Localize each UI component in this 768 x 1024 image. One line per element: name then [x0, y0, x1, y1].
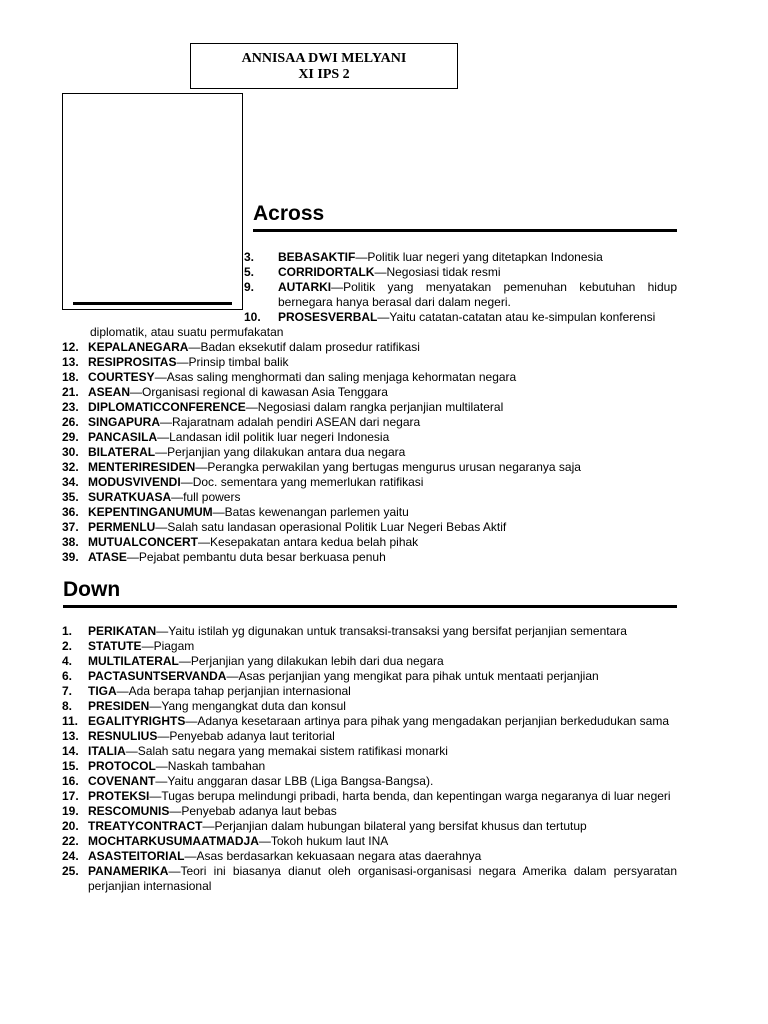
clue-description: —Batas kewenangan parlemen yaitu: [212, 505, 409, 519]
clue-body: [62, 774, 677, 789]
clue-body: [62, 400, 677, 415]
clue-answer: RESCOMUNIS: [88, 804, 170, 818]
clue-number: 37.: [62, 520, 79, 534]
clue-answer: ASEAN: [88, 385, 131, 399]
down-clue-item: [62, 639, 677, 654]
student-class: XI IPS 2: [298, 67, 350, 82]
clue-description: —Salah satu negara yang memakai sistem ratifikasi monarki: [125, 744, 448, 758]
clue-description: —Landasan idil politik luar negeri Indonesia: [157, 430, 390, 444]
clue-description: —Ada berapa tahap perjanjian internasional: [116, 684, 351, 698]
blank-image-box: [62, 93, 243, 310]
clue-body: [62, 864, 677, 894]
clue-body: [62, 684, 677, 699]
clue-number: 11.: [62, 714, 79, 728]
clue-body: [62, 699, 677, 714]
clue-body: [62, 834, 677, 849]
clue-description: —Yang mengangkat duta dan konsul: [149, 699, 346, 713]
down-clue-item: [62, 789, 677, 804]
clue-description: —Penyebab adanya laut teritorial: [157, 729, 335, 743]
clue-body: [62, 460, 677, 475]
clue-body: [62, 759, 677, 774]
clue-description: —Prinsip timbal balik: [176, 355, 289, 369]
across-clue-item: [62, 310, 677, 340]
clue-body: [62, 804, 677, 819]
clue-answer: MOCHTARKUSUMAATMADJA: [88, 834, 259, 848]
clue-number: 17.: [62, 789, 79, 803]
clue-answer: TREATYCONTRACT: [88, 819, 203, 833]
down-clue-item: [62, 774, 677, 789]
down-clue-item: [62, 669, 677, 684]
clue-description: —Perjanjian yang dilakukan lebih dari dua negara: [178, 654, 444, 668]
clue-number: 4.: [62, 654, 73, 668]
clue-description: —Pejabat pembantu duta besar berkuasa penuh: [126, 550, 386, 564]
across-divider: [253, 229, 677, 232]
clue-body: [62, 355, 677, 370]
clue-body: [62, 505, 677, 520]
clue-body: [62, 520, 677, 535]
clue-body: [62, 789, 677, 804]
clue-body: [62, 340, 677, 355]
clue-description: —Perjanjian dalam hubungan bilateral yang bersifat khusus dan tertutup: [202, 819, 587, 833]
clue-description: —Politik luar negeri yang ditetapkan Indonesia: [355, 250, 603, 264]
clue-answer: SINGAPURA: [88, 415, 161, 429]
clue-body: [62, 445, 677, 460]
across-clue-item: [62, 355, 677, 370]
clue-description: —Kesepakatan antara kedua belah pihak: [198, 535, 419, 549]
clue-body: [62, 714, 677, 729]
clue-number: 30.: [62, 445, 79, 459]
clue-body: [62, 535, 677, 550]
clue-number: 12.: [62, 340, 79, 354]
clue-answer: DIPLOMATICCONFERENCE: [88, 400, 246, 414]
clue-description: —Rajaratnam adalah pendiri ASEAN dari negara: [160, 415, 421, 429]
clue-number: 19.: [62, 804, 79, 818]
clue-number: 3.: [244, 250, 255, 264]
clue-description-continued: diplomatik, atau suatu permufakatan: [90, 325, 284, 339]
clue-number: 25.: [62, 864, 79, 878]
clue-description: —Asas saling menghormati dan saling menjaga kehormatan negara: [154, 370, 517, 384]
clue-description: —Penyebab adanya laut bebas: [169, 804, 337, 818]
clue-number: 29.: [62, 430, 79, 444]
clue-body: [62, 639, 677, 654]
clue-body: [62, 669, 677, 684]
clue-description: —Tokoh hukum laut INA: [258, 834, 389, 848]
clue-answer: RESNULIUS: [88, 729, 158, 743]
clue-number: 23.: [62, 400, 79, 414]
clue-number: 10.: [244, 310, 261, 324]
clue-number: 20.: [62, 819, 79, 833]
clue-description: —Perangka perwakilan yang bertugas mengurus urusan negaranya saja: [195, 460, 581, 474]
clue-number: 7.: [62, 684, 73, 698]
down-clue-item: [62, 834, 677, 849]
down-clue-item: [62, 849, 677, 864]
clue-body: [62, 415, 677, 430]
clue-number: 14.: [62, 744, 79, 758]
clue-number: 32.: [62, 460, 79, 474]
clue-number: 1.: [62, 624, 73, 638]
clue-body: [62, 490, 677, 505]
clue-answer: ATASE: [88, 550, 127, 564]
clue-answer: RESIPROSITAS: [88, 355, 177, 369]
clue-answer: MODUSVIVENDI: [88, 475, 181, 489]
across-clue-item: [62, 535, 677, 550]
clue-answer: TIGA: [88, 684, 117, 698]
clue-answer: BILATERAL: [88, 445, 156, 459]
clue-number: 18.: [62, 370, 79, 384]
clue-description: —Yaitu anggaran dasar LBB (Liga Bangsa-Bangsa).: [155, 774, 434, 788]
across-clue-item: [62, 340, 677, 355]
down-heading: Down: [63, 578, 121, 601]
down-clue-item: [62, 864, 677, 894]
clue-description: —Organisasi regional di kawasan Asia Tenggara: [130, 385, 388, 399]
clue-answer: PANCASILA: [88, 430, 158, 444]
clue-description: —Yaitu istilah yg digunakan untuk transaksi-transaksi yang bersifat perjanjian sementara: [156, 624, 627, 638]
clue-description: —Teori ini biasanya dianut oleh organisasi-organisasi negara Amerika dalam persyaratan perjanjian internasional: [88, 864, 677, 893]
clue-answer: MENTERIRESIDEN: [88, 460, 196, 474]
clue-body: [62, 550, 677, 565]
across-clue-item: [62, 505, 677, 520]
clue-number: 36.: [62, 505, 79, 519]
down-clue-item: [62, 714, 677, 729]
down-clue-list: [62, 624, 677, 894]
down-clue-item: [62, 699, 677, 714]
clue-number: 38.: [62, 535, 79, 549]
down-clue-item: [62, 654, 677, 669]
clue-description: —Naskah tambahan: [155, 759, 266, 773]
clue-description: —Yaitu catatan-catatan atau ke-simpulan konferensi: [377, 310, 656, 324]
down-clue-item: [62, 804, 677, 819]
clue-number: 2.: [62, 639, 73, 653]
clue-answer: COVENANT: [88, 774, 156, 788]
clue-answer: PROTEKSI: [88, 789, 150, 803]
clue-body: [62, 819, 677, 834]
clue-description: —Salah satu landasan operasional Politik Luar Negeri Bebas Aktif: [155, 520, 507, 534]
clue-number: 35.: [62, 490, 79, 504]
clue-answer: BEBASAKTIF: [278, 250, 356, 264]
clue-number: 34.: [62, 475, 79, 489]
clue-number: 22.: [62, 834, 79, 848]
clue-description: —Negosiasi dalam rangka perjanjian multilateral: [245, 400, 504, 414]
clue-body: [62, 475, 677, 490]
across-clue-item: [62, 415, 677, 430]
clue-description: —Asas perjanjian yang mengikat para pihak untuk mentaati perjanjian: [226, 669, 599, 683]
down-clue-item: [62, 744, 677, 759]
across-clue-item: [62, 475, 677, 490]
clue-number: 9.: [244, 280, 255, 294]
clue-description: —Piagam: [141, 639, 195, 653]
clue-answer: CORRIDORTALK: [278, 265, 375, 279]
clue-body: [62, 654, 677, 669]
clue-body: [62, 624, 677, 639]
down-clue-item: [62, 759, 677, 774]
across-clue-item: [62, 400, 677, 415]
clue-number: 16.: [62, 774, 79, 788]
student-name-box: [190, 43, 458, 89]
across-clue-item: [62, 550, 677, 565]
across-clue-item: [62, 385, 677, 400]
down-clue-item: [62, 729, 677, 744]
across-clue-item: [62, 490, 677, 505]
clue-description: —Adanya kesetaraan artinya para pihak yang mengadakan perjanjian berkedudukan sama: [185, 714, 669, 728]
clue-body: [62, 744, 677, 759]
clue-answer: EGALITYRIGHTS: [88, 714, 186, 728]
clue-number: 5.: [244, 265, 255, 279]
clue-number: 15.: [62, 759, 79, 773]
clue-description: —Politik yang menyatakan pemenuhan kebutuhan hidup bernegara hanya berasal dari dalam negeri.: [278, 280, 677, 309]
clue-answer: SURATKUASA: [88, 490, 172, 504]
across-clue-item: [62, 460, 677, 475]
clue-answer: STATUTE: [88, 639, 142, 653]
clue-answer: PANAMERIKA: [88, 864, 169, 878]
down-clue-item: [62, 624, 677, 639]
clue-body: [62, 849, 677, 864]
clue-number: 21.: [62, 385, 79, 399]
clue-answer: MUTUALCONCERT: [88, 535, 198, 549]
clue-description: —full powers: [171, 490, 241, 504]
across-clue-item: [62, 445, 677, 460]
student-name: ANNISAA DWI MELYANI: [241, 51, 407, 66]
across-clue-item: [62, 370, 677, 385]
clue-answer: ITALIA: [88, 744, 126, 758]
clue-answer: COURTESY: [88, 370, 155, 384]
clue-answer: KEPENTINGANUMUM: [88, 505, 213, 519]
clue-number: 39.: [62, 550, 79, 564]
clue-description: —Tugas berupa melindungi pribadi, harta benda, dan kepentingan warga negaranya di luar negeri: [149, 789, 671, 803]
clue-number: 26.: [62, 415, 79, 429]
clue-body: [62, 385, 677, 400]
clue-answer: MULTILATERAL: [88, 654, 179, 668]
clue-answer: PROSESVERBAL: [278, 310, 378, 324]
clue-answer: AUTARKI: [278, 280, 332, 294]
clue-answer: PRESIDEN: [88, 699, 150, 713]
down-clue-item: [62, 684, 677, 699]
image-box-underline: [73, 302, 232, 305]
clue-answer: KEPALANEGARA: [88, 340, 189, 354]
across-clue-item: [62, 520, 677, 535]
clue-answer: PROTOCOL: [88, 759, 156, 773]
clue-body: [62, 430, 677, 445]
across-heading: Across: [253, 202, 325, 225]
clue-answer: ASASTEITORIAL: [88, 849, 185, 863]
clue-description: —Badan eksekutif dalam prosedur ratifikasi: [188, 340, 420, 354]
across-clue-item: [62, 430, 677, 445]
clue-number: 8.: [62, 699, 73, 713]
clue-description: —Negosiasi tidak resmi: [374, 265, 501, 279]
clue-description: —Perjanjian yang dilakukan antara dua negara: [155, 445, 406, 459]
clue-body: [62, 310, 677, 325]
clue-number: 6.: [62, 669, 73, 683]
clue-number: 13.: [62, 729, 79, 743]
clue-body: [62, 729, 677, 744]
clue-number: 13.: [62, 355, 79, 369]
clue-number: 24.: [62, 849, 79, 863]
clue-body: [62, 370, 677, 385]
clue-description: —Doc. sementara yang memerlukan ratifikasi: [180, 475, 424, 489]
clue-answer: PACTASUNTSERVANDA: [88, 669, 227, 683]
clue-answer: PERIKATAN: [88, 624, 157, 638]
clue-description: —Asas berdasarkan kekuasaan negara atas daerahnya: [184, 849, 482, 863]
down-clue-item: [62, 819, 677, 834]
clue-answer: PERMENLU: [88, 520, 156, 534]
down-divider: [63, 605, 677, 608]
